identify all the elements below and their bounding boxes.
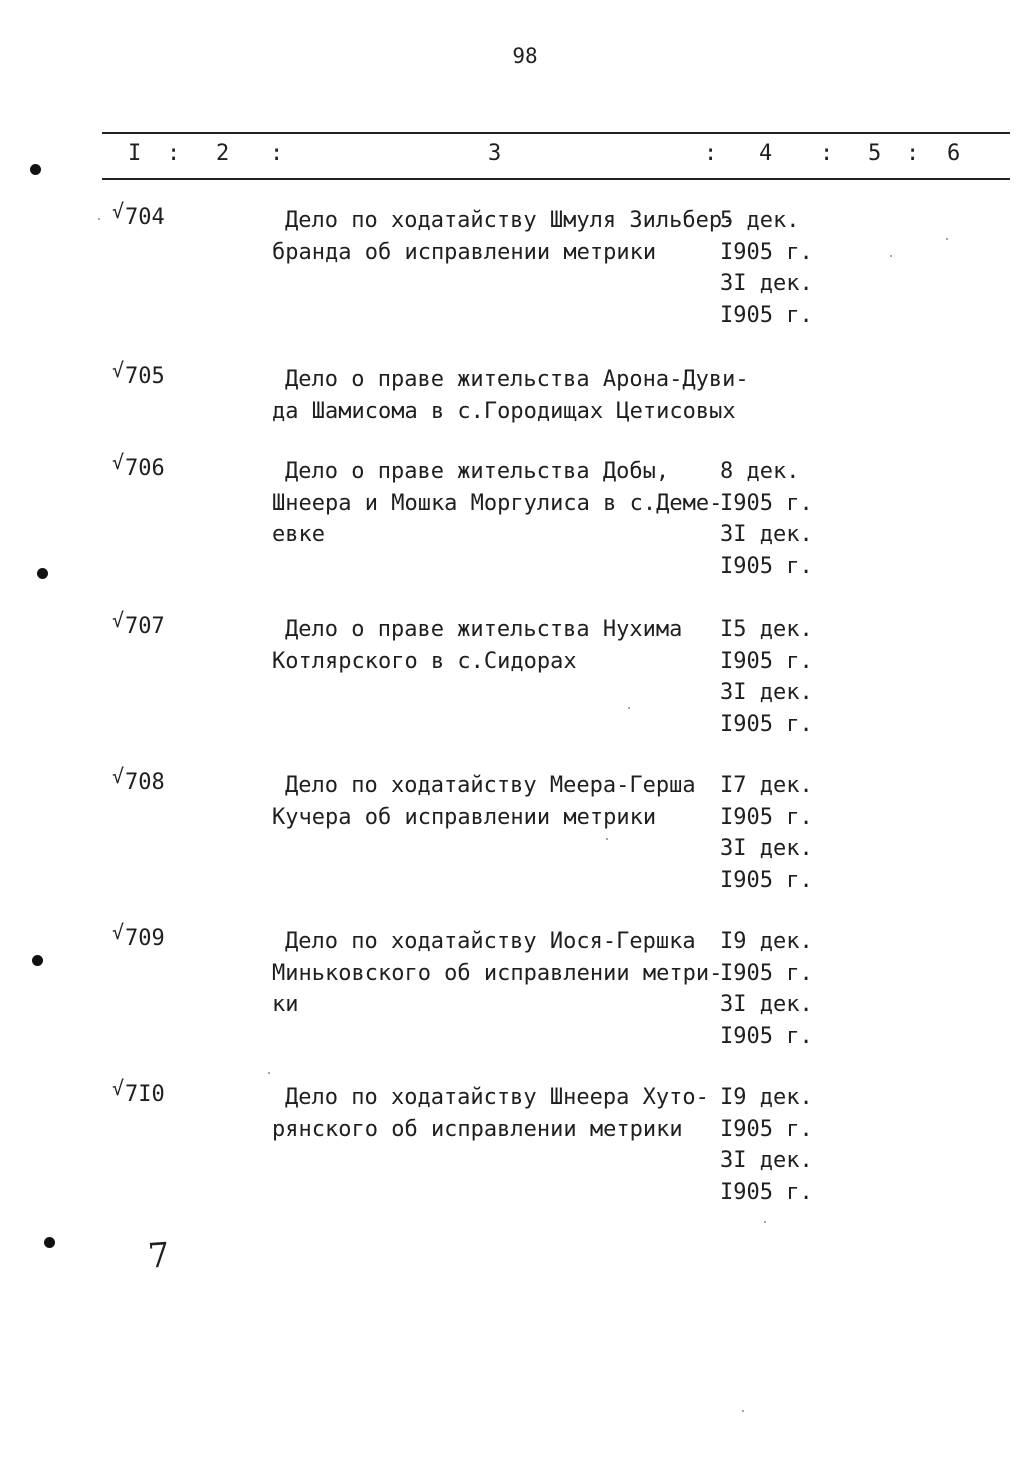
entry-number: √7I0 xyxy=(112,1076,165,1107)
checkmark-icon: √ xyxy=(112,199,125,223)
scan-speck xyxy=(742,1410,744,1412)
scan-speck xyxy=(606,838,608,840)
handwritten-mark: 7 xyxy=(146,1235,172,1277)
entry-description: Дело о праве жительства Добы, Шнеера и Мошка Моргулиса в с.Деме- евке xyxy=(272,459,723,547)
entry-dates: I7 дек. I905 г. 3I дек. I905 г. xyxy=(720,773,813,893)
column-header-4: 4 xyxy=(759,141,773,166)
punch-hole-dot xyxy=(30,164,41,175)
entry-description: Дело по ходатайству Шнеера Хуто- рянского об исправлении метрики xyxy=(272,1085,709,1142)
entry-dates: I9 дек. I905 г. 3I дек. I905 г. xyxy=(720,929,813,1049)
entry-description: Дело о праве жительства Арона-Дуви- да Шамисома в с.Городищах Цетисовых xyxy=(272,367,749,424)
checkmark-icon: √ xyxy=(112,450,125,474)
entry-description: Дело по ходатайству Иося-Гершка Миньковского об исправлении метри- ки xyxy=(272,929,723,1017)
column-separator: : xyxy=(167,141,181,166)
punch-hole-dot xyxy=(44,1237,55,1248)
entry-number: √706 xyxy=(112,450,165,481)
checkmark-icon: √ xyxy=(112,608,125,632)
scan-speck xyxy=(890,255,892,257)
entry-dates: 5 дек. I905 г. 3I дек. I905 г. xyxy=(720,208,813,328)
entry-number: √707 xyxy=(112,608,165,639)
entry-dates: 8 дек. I905 г. 3I дек. I905 г. xyxy=(720,459,813,579)
entry-number: √708 xyxy=(112,764,165,795)
scan-speck xyxy=(98,218,100,220)
header-bottom-rule xyxy=(102,178,1010,180)
column-header-5: 5 xyxy=(868,141,882,166)
page-number: 98 xyxy=(512,44,538,68)
entry-dates: I5 дек. I905 г. 3I дек. I905 г. xyxy=(720,617,813,737)
punch-hole-dot xyxy=(37,568,48,579)
scan-speck xyxy=(268,1072,270,1074)
entry-description: Дело о праве жительства Нухима Котлярского в с.Сидорах xyxy=(272,617,683,674)
checkmark-icon: √ xyxy=(112,358,125,382)
header-top-rule xyxy=(102,132,1010,134)
column-header-1: I xyxy=(128,141,142,166)
punch-hole-dot xyxy=(32,955,43,966)
checkmark-icon: √ xyxy=(112,764,125,788)
scan-speck xyxy=(628,707,630,709)
entry-description: Дело по ходатайству Шмуля Зильбер- бранда об исправлении метрики xyxy=(272,208,736,265)
entry-description: Дело по ходатайству Меера-Герша Кучера об исправлении метрики xyxy=(272,773,696,830)
entry-number: √705 xyxy=(112,358,165,389)
column-separator: : xyxy=(906,141,920,166)
scan-speck xyxy=(764,1221,766,1223)
checkmark-icon: √ xyxy=(112,1076,125,1100)
entry-number: √709 xyxy=(112,920,165,951)
column-separator: : xyxy=(704,141,718,166)
checkmark-icon: √ xyxy=(112,920,125,944)
entry-dates: I9 дек. I905 г. 3I дек. I905 г. xyxy=(720,1085,813,1205)
column-header-3: 3 xyxy=(488,141,502,166)
column-header-6: 6 xyxy=(947,141,961,166)
entry-number: √704 xyxy=(112,199,165,230)
scan-speck xyxy=(946,238,948,240)
column-separator: : xyxy=(820,141,834,166)
column-separator: : xyxy=(270,141,284,166)
column-header-2: 2 xyxy=(216,141,230,166)
